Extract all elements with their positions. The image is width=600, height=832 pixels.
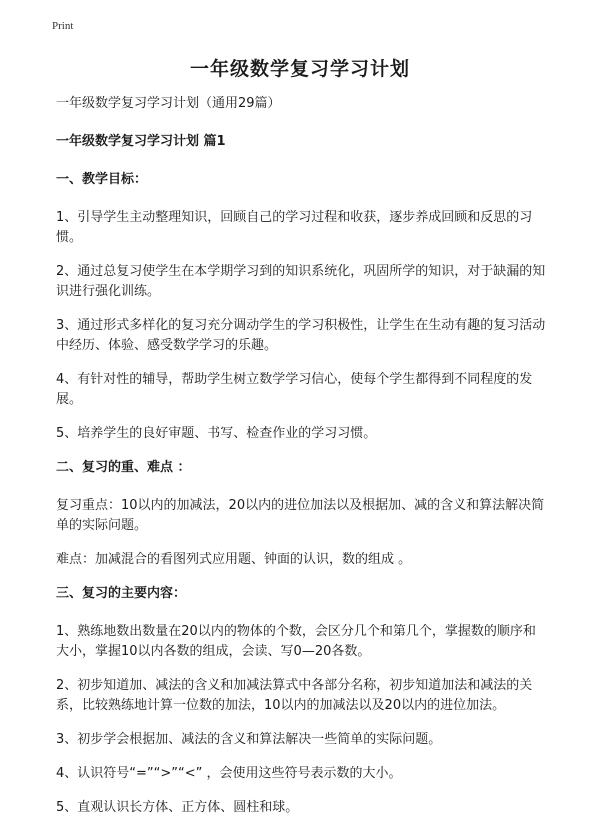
paragraph: 1、引导学生主动整理知识，回顾自己的学习过程和收获，逐步养成回顾和反思的习惯。 bbox=[56, 210, 533, 245]
section-heading-key-points: 二、复习的重、难点 ： bbox=[56, 460, 191, 475]
article-heading: 一年级数学复习学习计划 篇1 bbox=[56, 134, 226, 149]
document-title: 一年级数学复习学习计划 bbox=[189, 58, 410, 80]
print-label: Print bbox=[52, 20, 74, 32]
paragraph: 1、熟练地数出数量在20以内的物体的个数，会区分几个和第几个，掌握数的顺序和大小，掌握10以内各数的组成，会读、写0—20各数。 bbox=[56, 624, 536, 659]
paragraph: 5、直观认识长方体、正方体、圆柱和球。 bbox=[56, 800, 299, 815]
paragraph: 2、通过总复习使学生在本学期学习到的知识系统化，巩固所学的知识，对于缺漏的知识进行强化训练。 bbox=[56, 264, 546, 299]
paragraph: 复习重点：10以内的加减法，20以内的进位加法以及根据加、减的含义和算法解决简单的实际问题。 bbox=[56, 498, 545, 533]
section-heading-contents: 三、复习的主要内容： bbox=[56, 586, 187, 601]
document-subtitle: 一年级数学复习学习计划（通用29篇） bbox=[56, 96, 281, 111]
paragraph: 4、有针对性的辅导，帮助学生树立数学学习信心，使每个学生都得到不同程度的发展。 bbox=[56, 372, 533, 407]
paragraph: 2、初步知道加、减法的含义和加减法算式中各部分名称，初步知道加法和减法的关系，比较熟练地计算一位数的加法，10以内的加减法以及20以内的进位加法。 bbox=[56, 678, 533, 713]
paragraph: 难点：加减混合的看图列式应用题、钟面的认识，数的组成 。 bbox=[56, 552, 412, 567]
paragraph: 4、认识符号“=”“>”“<” ，会使用这些符号表示数的大小。 bbox=[56, 766, 402, 781]
paragraph: 3、通过形式多样化的复习充分调动学生的学习积极性，让学生在生动有趣的复习活动中经历、体验、感受数学学习的乐趣。 bbox=[56, 318, 546, 353]
document-body bbox=[56, 94, 546, 832]
paragraph: 5、培养学生的良好审题、书写、检查作业的学习习惯。 bbox=[56, 426, 377, 441]
section-heading-goals: 一、教学目标： bbox=[56, 172, 148, 187]
paragraph: 3、初步学会根据加、减法的含义和算法解决一些简单的实际问题。 bbox=[56, 732, 442, 747]
